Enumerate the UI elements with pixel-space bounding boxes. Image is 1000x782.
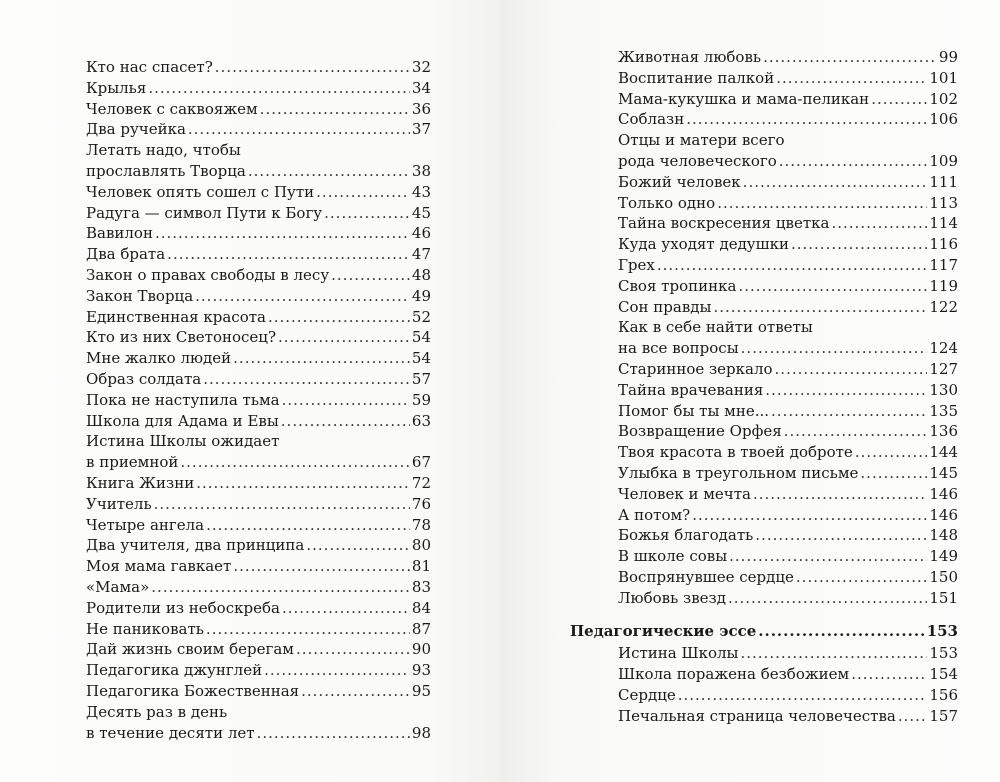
dot-leader [188, 119, 410, 140]
dot-leader [281, 411, 410, 432]
toc-entry-title: Книга Жизни [86, 473, 195, 492]
toc-entry [618, 525, 958, 546]
toc-entry-title: Истина Школы ожидает [86, 432, 280, 451]
toc-entry-title: Два брата [86, 245, 166, 264]
toc-entry-page-number: 37 [411, 120, 431, 139]
dot-leader [155, 223, 410, 244]
toc-entry [86, 223, 431, 244]
toc-list-left [86, 57, 431, 743]
dot-leader [851, 664, 927, 685]
toc-entry [618, 359, 958, 380]
dot-leader [260, 99, 410, 120]
toc-entry-page-number: 119 [929, 276, 958, 295]
toc-section-heading [570, 621, 958, 642]
toc-entry-title: Твоя красота в твоей доброте [618, 443, 853, 462]
toc-entry [86, 327, 431, 348]
dot-leader [771, 401, 927, 422]
toc-entry-page-number: 156 [929, 685, 958, 704]
toc-entry-title: Улыбка в треугольном письме [618, 463, 859, 482]
toc-entry-page-number: 117 [929, 255, 958, 274]
toc-entry-title: Воспрянувшее сердце [618, 567, 794, 586]
toc-entry-page-number: 45 [411, 203, 431, 222]
toc-entry [86, 286, 431, 307]
toc-entry-page-number: 135 [929, 401, 958, 420]
toc-entry-title: Истина Школы [618, 644, 739, 663]
toc-entry-title: Единственная красота [86, 307, 266, 326]
toc-entry-title: В школе совы [618, 547, 728, 566]
toc-entry [86, 99, 431, 120]
right-page [500, 0, 1000, 782]
dot-leader [282, 598, 410, 619]
toc-entry-title: Тайна врачевания [618, 380, 764, 399]
toc-entry-title: Грех [618, 255, 655, 274]
toc-entry-title: Человек опять сошел с Пути [86, 182, 315, 201]
dot-leader [755, 525, 927, 546]
toc-entry-title: Отцы и матери всего [618, 131, 785, 150]
toc-entry-page-number: 151 [929, 588, 958, 607]
toc-entry-title: Старинное зеркало [618, 359, 773, 378]
toc-entry [86, 577, 431, 598]
toc-entry [86, 182, 431, 203]
toc-entry-page-number: 127 [929, 359, 958, 378]
section-page-number: 153 [926, 621, 958, 640]
dot-leader [331, 265, 410, 286]
dot-leader [871, 89, 927, 110]
dot-leader [180, 452, 410, 473]
toc-entry-page-number: 150 [929, 567, 958, 586]
toc-entry-page-number: 54 [411, 349, 431, 368]
toc-entry [618, 276, 958, 297]
toc-entry-title: Моя мама гавкает [86, 557, 232, 576]
dot-leader [678, 685, 928, 706]
toc-entry [618, 317, 958, 359]
toc-entry [86, 369, 431, 390]
dot-leader [206, 515, 410, 536]
dot-leader [264, 660, 410, 681]
toc-entry-page-number: 52 [411, 307, 431, 326]
toc-entry-title: Кто из них Светоносец? [86, 328, 276, 347]
toc-entry [86, 702, 431, 744]
toc-entry-page-number: 76 [411, 494, 431, 513]
dot-leader [741, 338, 928, 359]
toc-entry-title: Как в себе найти ответы [618, 318, 813, 337]
toc-entry-page-number: 149 [929, 547, 958, 566]
toc-entry-page-number: 146 [929, 505, 958, 524]
toc-entry-title: Летать надо, чтобы [86, 141, 241, 160]
toc-entry-title: Педагогика джунглей [86, 661, 263, 680]
toc-entry-page-number: 47 [411, 245, 431, 264]
toc-entry [86, 348, 431, 369]
toc-entry [86, 619, 431, 640]
toc-entry-page-number: 57 [411, 369, 431, 388]
toc-entry-title: на все вопросы [618, 339, 739, 358]
toc-entry-title: рода человеческого [618, 151, 777, 170]
dot-leader [729, 546, 927, 567]
dot-leader [743, 172, 928, 193]
dot-leader [148, 78, 410, 99]
toc-entry-title: А потом? [618, 505, 691, 524]
toc-entry-page-number: 43 [411, 182, 431, 201]
toc-entry [86, 431, 431, 473]
toc-entry [618, 47, 958, 68]
dot-leader [784, 421, 928, 442]
toc-entry-title: Печальная страница человечества [618, 706, 896, 725]
dot-leader [855, 442, 928, 463]
toc-entry-title: Человек и мечта [618, 484, 751, 503]
toc-entry-title: Животная любовь [618, 48, 762, 66]
toc-entry-page-number: 80 [411, 536, 431, 555]
toc-entry-title: Учитель [86, 494, 152, 513]
dot-leader [296, 639, 410, 660]
toc-entry-title: Два учителя, два принципа [86, 536, 305, 555]
dot-leader [898, 706, 928, 727]
toc-entry-page-number: 67 [411, 453, 431, 472]
dot-leader [860, 463, 927, 484]
dot-leader [268, 307, 410, 328]
toc-entry [86, 494, 431, 515]
toc-entry-page-number: 84 [411, 598, 431, 617]
dot-leader [195, 286, 410, 307]
dot-leader [154, 494, 410, 515]
dot-leader [738, 276, 927, 297]
toc-entry-page-number: 95 [411, 681, 431, 700]
toc-entry-title: Радуга — символ Пути к Богу [86, 203, 323, 222]
toc-entry-page-number: 157 [929, 706, 958, 725]
toc-entry [618, 421, 958, 442]
toc-entry-page-number: 49 [411, 286, 431, 305]
toc-entry [618, 109, 958, 130]
toc-entry [86, 660, 431, 681]
toc-entry-page-number: 111 [929, 172, 958, 191]
toc-entry-title: Два ручейка [86, 120, 186, 139]
toc-entry-title: Только одно [618, 193, 716, 212]
toc-entry-page-number: 114 [929, 214, 958, 233]
toc-entry-page-number: 116 [929, 235, 958, 254]
toc-entry [618, 442, 958, 463]
dot-leader [151, 577, 410, 598]
toc-entry [86, 307, 431, 328]
dot-leader [282, 390, 410, 411]
toc-entry-title: Божий человек [618, 172, 741, 191]
toc-entry-page-number: 78 [411, 515, 431, 534]
toc-entry [86, 535, 431, 556]
toc-entry-page-number: 83 [411, 577, 431, 596]
toc-entry-page-number: 145 [929, 463, 958, 482]
toc-entry-title: Не паниковать [86, 619, 204, 638]
toc-list-right [570, 47, 958, 727]
dot-leader [657, 255, 927, 276]
toc-entry-title: Пока не наступила тьма [86, 390, 280, 409]
toc-entry-page-number: 81 [411, 557, 431, 576]
toc-entry-page-number: 130 [929, 380, 958, 399]
dot-leader [203, 369, 410, 390]
toc-entry [618, 130, 958, 172]
dot-leader [779, 151, 928, 172]
toc-entry [618, 567, 958, 588]
toc-entry-page-number: 54 [411, 328, 431, 347]
toc-entry-title: Десять раз в день [86, 702, 228, 721]
toc-entry-title: Мама-кукушка и мама-пеликан [618, 89, 870, 108]
toc-entry [618, 172, 958, 193]
toc-entry-title: Закон о правах свободы в лесу [86, 265, 330, 284]
toc-entry-title: Крылья [86, 78, 147, 97]
toc-entry [86, 119, 431, 140]
toc-entry-page-number: 90 [411, 640, 431, 659]
toc-entry [618, 685, 958, 706]
toc-entry-page-number: 109 [929, 151, 958, 170]
dot-leader [775, 359, 928, 380]
toc-entry-title: Вавилон [86, 224, 153, 243]
toc-entry [86, 390, 431, 411]
dot-leader [206, 619, 410, 640]
toc-entry-title: Мне жалко людей [86, 349, 232, 368]
dot-leader [692, 505, 927, 526]
dot-leader [248, 161, 410, 182]
dot-leader [233, 348, 410, 369]
toc-entry-page-number: 99 [938, 48, 958, 66]
toc-entry-title: Своя тропинка [618, 276, 737, 295]
dot-leader [196, 473, 410, 494]
toc-entry [618, 213, 958, 234]
toc-entry-title: Школа поражена безбожием [618, 665, 850, 684]
toc-entry-page-number: 106 [929, 110, 958, 129]
dot-leader [713, 297, 927, 318]
toc-entry-title: Сердце [618, 685, 676, 704]
toc-entry-title: Божья благодать [618, 526, 754, 545]
toc-entry-page-number: 148 [929, 526, 958, 545]
dot-leader [765, 380, 927, 401]
toc-entry-page-number: 72 [411, 473, 431, 492]
toc-entry-title: «Мама» [86, 577, 150, 596]
toc-entry-title: в приемной [86, 453, 179, 472]
toc-entry [618, 193, 958, 214]
toc-entry [618, 664, 958, 685]
toc-entry [86, 598, 431, 619]
toc-entry [86, 265, 431, 286]
section-title: Педагогические эссе [570, 621, 757, 640]
toc-entry [618, 643, 958, 664]
toc-entry [618, 588, 958, 609]
toc-entry-page-number: 34 [411, 78, 431, 97]
toc-entry [618, 505, 958, 526]
toc-entry-page-number: 144 [929, 443, 958, 462]
toc-entry [618, 255, 958, 276]
toc-entry-page-number: 98 [411, 723, 431, 742]
toc-entry-title: Соблазн [618, 110, 685, 129]
toc-entry [86, 515, 431, 536]
toc-entry [86, 681, 431, 702]
toc-entry-title: Человек с саквояжем [86, 99, 258, 118]
toc-entry [86, 411, 431, 432]
toc-entry [86, 203, 431, 224]
dot-leader [831, 213, 927, 234]
toc-entry-title: Школа для Адама и Евы [86, 411, 279, 430]
toc-entry [618, 484, 958, 505]
toc-entry-page-number: 101 [929, 68, 958, 87]
toc-entry [618, 380, 958, 401]
toc-entry-page-number: 124 [929, 339, 958, 358]
dot-leader [233, 556, 410, 577]
toc-entry-page-number: 146 [929, 484, 958, 503]
toc-entry-title: Куда уходят дедушки [618, 235, 789, 254]
dot-leader [758, 621, 924, 642]
toc-entry-title: прославлять Творца [86, 161, 246, 180]
toc-entry [618, 68, 958, 89]
dot-leader [167, 244, 410, 265]
toc-entry-title: Помог бы ты мне... [618, 401, 770, 420]
toc-entry [618, 89, 958, 110]
toc-entry-title: Возвращение Орфея [618, 422, 782, 441]
toc-entry-page-number: 154 [929, 665, 958, 684]
toc-entry-title: Образ солдата [86, 369, 202, 388]
toc-entry [86, 639, 431, 660]
toc-entry [86, 78, 431, 99]
toc-entry-title: Воспитание палкой [618, 68, 775, 87]
toc-entry [618, 297, 958, 318]
toc-entry-page-number: 136 [929, 422, 958, 441]
dot-leader [753, 484, 927, 505]
toc-entry-title: Закон Творца [86, 286, 194, 305]
toc-entry-title: Любовь звезд [618, 588, 726, 607]
toc-entry-title: Родители из небоскреба [86, 598, 280, 617]
toc-entry [86, 473, 431, 494]
dot-leader [686, 109, 927, 130]
toc-entry-page-number: 36 [411, 99, 431, 118]
dot-leader [796, 567, 927, 588]
dot-leader [316, 182, 410, 203]
toc-entry-page-number: 63 [411, 411, 431, 430]
toc-entry-title: Четыре ангела [86, 515, 205, 534]
toc-entry [86, 57, 431, 78]
toc-entry-page-number: 48 [411, 265, 431, 284]
toc-entry [618, 546, 958, 567]
toc-entry-page-number: 102 [929, 89, 958, 108]
toc-entry [86, 140, 431, 182]
toc-entry-page-number: 93 [411, 661, 431, 680]
toc-entry [618, 706, 958, 727]
toc-entry-page-number: 153 [929, 644, 958, 663]
toc-entry-page-number: 113 [929, 193, 958, 212]
dot-leader [257, 723, 410, 744]
toc-entry [618, 463, 958, 484]
toc-entry-title: Сон правды [618, 297, 712, 316]
dot-leader [306, 535, 410, 556]
toc-entry-title: Педагогика Божественная [86, 681, 300, 700]
toc-entry-page-number: 59 [411, 390, 431, 409]
toc-entry [618, 234, 958, 255]
toc-entry [86, 244, 431, 265]
toc-entry-page-number: 46 [411, 224, 431, 243]
toc-entry-title: Кто нас спасет? [86, 58, 213, 76]
dot-leader [717, 193, 927, 214]
dot-leader [324, 203, 410, 224]
toc-entry-page-number: 122 [929, 297, 958, 316]
dot-leader [301, 681, 410, 702]
dot-leader [728, 588, 927, 609]
dot-leader [763, 47, 937, 68]
toc-entry-title: в течение десяти лет [86, 723, 255, 742]
toc-entry [618, 401, 958, 422]
toc-entry [86, 556, 431, 577]
dot-leader [215, 57, 410, 78]
toc-entry-page-number: 38 [411, 161, 431, 180]
toc-entry-title: Тайна воскресения цветка [618, 214, 830, 233]
toc-entry-page-number: 32 [411, 58, 431, 76]
dot-leader [791, 234, 927, 255]
toc-entry-title: Дай жизнь своим берегам [86, 640, 294, 659]
dot-leader [278, 327, 410, 348]
toc-entry-page-number: 87 [411, 619, 431, 638]
dot-leader [776, 68, 927, 89]
dot-leader [740, 643, 927, 664]
